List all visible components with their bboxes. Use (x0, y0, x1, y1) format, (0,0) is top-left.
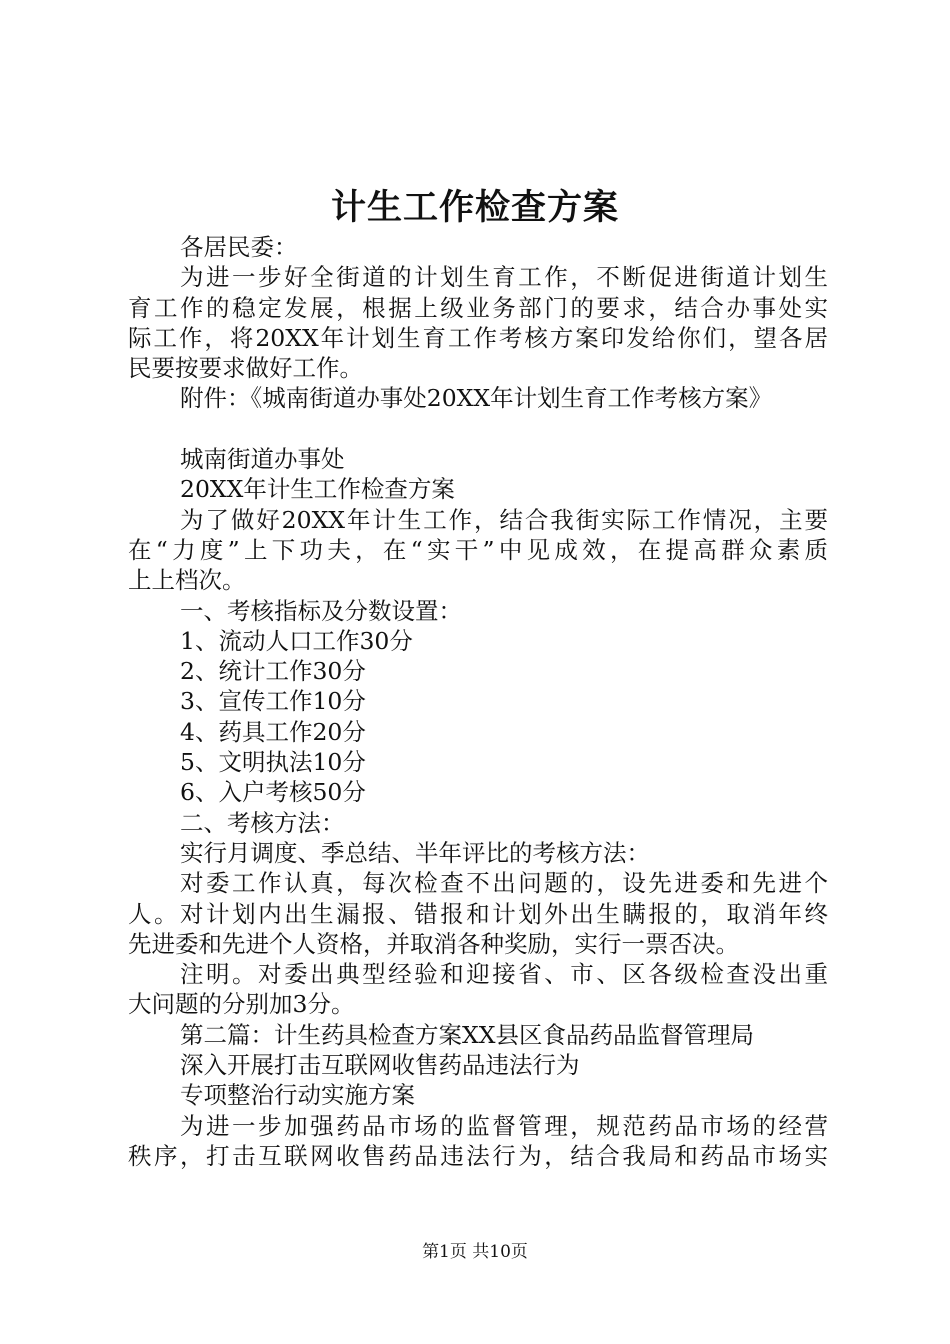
paragraph-line: 在“力度”上下功夫，在“实干”中见成效，在提高群众素质 (128, 535, 828, 564)
document-body (128, 232, 828, 1171)
list-item: 3、宣传工作10分 (180, 687, 366, 716)
paragraph-line: 大问题的分别加3分。 (128, 990, 355, 1019)
issuer-line: 城南街道办事处 (180, 445, 345, 474)
page-indicator: 第1页 共10页 (422, 1242, 528, 1262)
paragraph-line: 为进一步加强药品市场的监督管理，规范药品市场的经营 (180, 1111, 828, 1140)
paragraph-line: 为进一步好全街道的计划生育工作，不断促进街道计划生 (180, 263, 828, 292)
list-item: 1、流动人口工作30分 (180, 626, 413, 655)
paragraph-line: 秩序，打击互联网收售药品违法行为，结合我局和药品市场实 (128, 1141, 828, 1170)
paragraph-line: 为了做好20XX年计生工作，结合我街实际工作情况，主要 (180, 505, 828, 534)
list-item: 4、药具工作20分 (180, 717, 366, 746)
salutation: 各居民委： (180, 233, 298, 261)
section-title: 深入开展打击互联网收售药品违法行为 (180, 1051, 580, 1080)
blank-line (128, 414, 828, 444)
paragraph-line: 上上档次。 (128, 566, 246, 595)
heading-line: 一、考核指标及分数设置： (180, 596, 462, 625)
paragraph-line: 民要按要求做好工作。 (128, 354, 363, 383)
paragraph-line: 实行月调度、季总结、半年评比的考核方法： (180, 838, 650, 867)
paragraph-line: 际工作，将20XX年计划生育工作考核方案印发给你们，望各居 (128, 323, 828, 352)
section-title: 第二篇：计生药具检查方案XX县区食品药品监督管理局 (180, 1020, 754, 1049)
section-title: 专项整治行动实施方案 (180, 1081, 415, 1110)
document-title: 计生工作检查方案 (330, 187, 619, 228)
paragraph-line: 人。对计划内出生漏报、错报和计划外出生瞒报的，取消年终 (128, 899, 828, 928)
heading-line: 二、考核方法： (180, 808, 345, 837)
section-title: 20XX年计生工作检查方案 (180, 475, 455, 504)
list-item: 5、文明执法10分 (180, 748, 366, 777)
list-item: 2、统计工作30分 (180, 657, 366, 686)
attachment-line: 附件：《城南街道办事处20XX年计划生育工作考核方案》 (180, 384, 773, 413)
paragraph-line: 注明。对委出典型经验和迎接省、市、区各级检查没出重 (180, 960, 828, 989)
paragraph-line: 育工作的稳定发展，根据上级业务部门的要求，结合办事处实 (128, 293, 828, 322)
list-item: 6、入户考核50分 (180, 778, 366, 807)
paragraph-line: 对委工作认真，每次检查不出问题的，设先进委和先进个 (180, 869, 828, 898)
paragraph-line: 先进委和先进个人资格，并取消各种奖励，实行一票否决。 (128, 929, 739, 958)
